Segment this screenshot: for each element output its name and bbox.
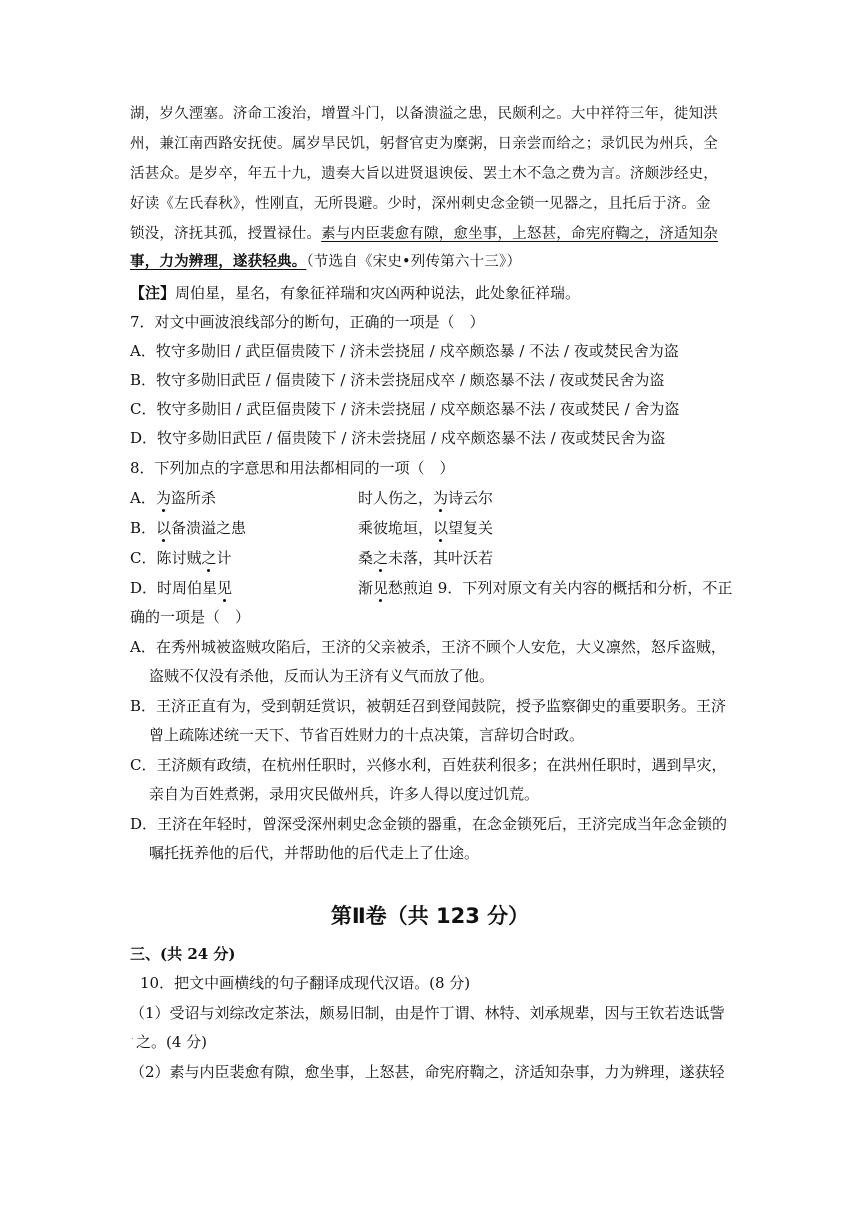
dotted-char: 之 xyxy=(201,549,217,567)
q9-stem-continued: 确的一项是（ ） xyxy=(130,608,251,626)
q7-option-b: B．牧守多勋旧武臣 / 偪贵陵下 / 济未尝挠屈戍卒 / 颇恣暴不法 / 夜或焚民舍为盗 xyxy=(130,371,665,389)
passage-line-6 xyxy=(130,252,735,272)
q7-option-d: D．牧守多勋旧武臣 / 偪贵陵下 / 济未尝挠屈 / 戍卒颇恣暴不法 / 夜或焚民舍为盗 xyxy=(130,429,666,447)
dotted-char: 为 xyxy=(433,489,449,507)
q8-option-d-pair xyxy=(358,578,732,598)
source-citation: （节选自《宋史•列传第六十三》） xyxy=(306,254,522,270)
underlined-sentence-end: 事，力为辨理，遂获轻典。 xyxy=(130,253,307,270)
dotted-char: 之 xyxy=(373,549,389,567)
passage-line-3: 活甚众。是岁卒，年五十九，遗奏大旨以进贤退谀佞、罢土木不急之费为言。济颇涉经史， xyxy=(130,166,718,182)
q8-option-a xyxy=(130,488,735,508)
q8-stem: 8．下列加点的字意思和用法都相同的一项（ ） xyxy=(130,459,455,477)
underlined-sentence: 素与内臣裴愈有隙，愈坐事，上怒甚，命宪府鞫之，济适知杂 xyxy=(321,226,719,242)
part3-heading: 三、(共 24 分) xyxy=(130,945,236,963)
option-text: 盗所杀 xyxy=(170,489,216,507)
q8-option-b-pair xyxy=(358,518,493,538)
q7-option-a: A．牧守多勋旧 / 武臣偪贵陵下 / 济未尝挠屈 / 戍卒颇恣暴 / 不法 / 夜或焚民舍为盗 xyxy=(130,342,679,360)
dotted-char: 以 xyxy=(156,519,172,537)
pair-text: 渐 xyxy=(358,579,374,597)
pair-text: 桑 xyxy=(358,549,374,567)
pair-text: 未落，其叶沃若 xyxy=(388,549,494,567)
q9-option-c-line1: C．王济颇有政绩，在杭州任职时，兴修水利，百姓获利很多；在洪州任职时，遇到旱灾， xyxy=(130,756,727,774)
passage-line-2: 州，兼江南西路安抚使。属岁旱民饥，躬督官吏为糜粥，日亲尝而给之；录饥民为州兵，全 xyxy=(130,136,718,152)
q9-option-d-line2: 嘱托抚养他的后代，并帮助他的后代走上了仕途。 xyxy=(149,844,480,862)
dotted-char: 见 xyxy=(373,579,389,597)
option-text: A． xyxy=(130,489,156,507)
margin-mark: . xyxy=(131,1032,134,1042)
passage-line-5 xyxy=(130,224,735,244)
q10-sentence-2-line1: （2）素与内臣裴愈有隙，愈坐事，上怒甚，命宪府鞫之，济适知杂事，力为辨理，遂获轻 xyxy=(130,1063,725,1081)
option-text: 计 xyxy=(216,549,232,567)
q8-option-c-pair xyxy=(358,548,493,568)
note xyxy=(130,283,735,303)
pair-text: 望复关 xyxy=(448,519,494,537)
q8-option-a-pair xyxy=(358,488,493,508)
pair-text: 时人伤之， xyxy=(358,489,434,507)
q8-option-c xyxy=(130,548,735,568)
note-label: 【注】 xyxy=(130,284,176,302)
dotted-char: 见 xyxy=(217,579,233,597)
q9-option-b-line1: B．王济正直有为，受到朝廷赏识，被朝廷召到登闻鼓院，授予监察御史的重要职务。王济 xyxy=(130,697,727,715)
passage-line-1: 湖，岁久湮塞。济命工浚治，增置斗门，以备溃溢之患，民颇利之。大中祥符三年，徙知洪 xyxy=(130,106,718,122)
q9-option-d-line1: D．王济在年轻时，曾深受深州刺史念金锁的器重，在念金锁死后，王济完成当年念金锁的 xyxy=(130,815,728,833)
option-text: B． xyxy=(130,519,157,537)
q10-stem: 10．把文中画横线的句子翻译成现代汉语。(8 分) xyxy=(140,974,471,992)
q7-option-c: C．牧守多勋旧 / 武臣偪贵陵下 / 济未尝挠屈 / 戍卒颇恣暴不法 / 夜或焚民 / 舍为盗 xyxy=(130,400,680,418)
q10-sentence-1-line2: 之。(4 分) xyxy=(136,1033,208,1051)
dotted-char: 以 xyxy=(433,519,449,537)
pair-text: 乘彼垝垣， xyxy=(358,519,434,537)
q8-option-d xyxy=(130,578,735,598)
passage-line-4: 好读《左氏春秋》，性刚直，无所畏避。少时，深州刺史念金锁一见器之，且托后于济。金 xyxy=(130,196,711,212)
q7-stem: 7．对文中画波浪线部分的断句，正确的一项是（ ） xyxy=(130,313,485,331)
option-text: 备溃溢之患 xyxy=(171,519,247,537)
q9-option-c-line2: 亲自为百姓煮粥，录用灾民做州兵，许多人得以度过饥荒。 xyxy=(149,785,540,803)
q9-option-a-line2: 盗贼不仅没有杀他，反而认为王济有义气而放了他。 xyxy=(149,667,495,685)
q8-option-b xyxy=(130,518,735,538)
option-text: D．时周伯星 xyxy=(130,579,218,597)
section-title: 第Ⅱ卷（共 123 分） xyxy=(330,904,530,928)
pair-text: 诗云尔 xyxy=(448,489,494,507)
passage-text: 锁没，济抚其孤，授置禄仕。 xyxy=(130,226,322,242)
q9-option-b-line2: 曾上疏陈述统一天下、节省百姓财力的十点决策，言辞切合时政。 xyxy=(149,726,585,744)
q10-sentence-1-line1: （1）受诏与刘综改定茶法，颇易旧制，由是忤丁谓、林特、刘承规辈，因与王钦若迭诋訾 xyxy=(130,1004,725,1022)
note-text: 周伯星，星名，有象征祥瑞和灾凶两种说法，此处象征祥瑞。 xyxy=(175,284,581,302)
option-text: C．陈讨贼 xyxy=(130,549,202,567)
dotted-char: 为 xyxy=(155,489,171,507)
pair-text: 愁煎迫 9．下列对原文有关内容的概括和分析，不正 xyxy=(388,579,733,597)
q9-option-a-line1: A．在秀州城被盗贼攻陷后，王济的父亲被杀，王济不顾个人安危，大义凛然，怒斥盗贼， xyxy=(130,638,726,656)
